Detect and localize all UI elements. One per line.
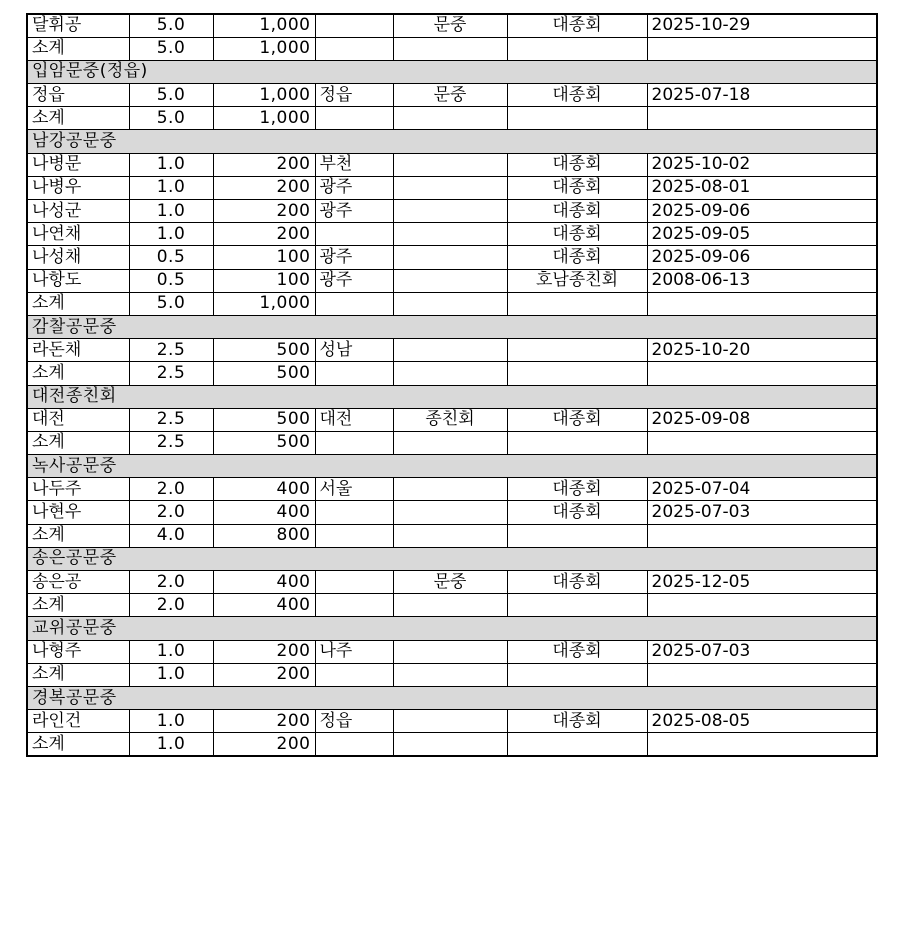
share-cell: 1.0 — [129, 663, 213, 686]
subtotal-row — [27, 663, 877, 686]
name-cell: 정읍 — [27, 84, 129, 107]
type-cell — [393, 710, 507, 733]
share-cell: 2.0 — [129, 478, 213, 501]
date-cell — [647, 524, 877, 547]
table-row — [27, 223, 877, 246]
name-cell: 나성채 — [27, 246, 129, 269]
amount-cell: 200 — [213, 640, 315, 663]
type-cell — [393, 269, 507, 292]
date-cell: 2025-12-05 — [647, 571, 877, 594]
amount-cell: 500 — [213, 431, 315, 454]
org-cell — [507, 362, 647, 385]
date-cell: 2025-08-01 — [647, 176, 877, 199]
org-cell: 대종회 — [507, 200, 647, 223]
date-cell: 2025-07-04 — [647, 478, 877, 501]
name-cell: 나연채 — [27, 223, 129, 246]
date-cell: 2025-07-03 — [647, 501, 877, 524]
org-cell: 대종회 — [507, 176, 647, 199]
type-cell — [393, 200, 507, 223]
name-cell: 소계 — [27, 107, 129, 130]
share-cell: 5.0 — [129, 84, 213, 107]
date-cell: 2025-10-20 — [647, 339, 877, 362]
table-row — [27, 339, 877, 362]
region-cell: 광주 — [315, 200, 393, 223]
share-cell: 2.5 — [129, 339, 213, 362]
share-cell: 1.0 — [129, 176, 213, 199]
region-cell — [315, 524, 393, 547]
region-cell: 부천 — [315, 153, 393, 176]
org-cell — [507, 339, 647, 362]
share-cell: 2.0 — [129, 571, 213, 594]
name-cell: 소계 — [27, 431, 129, 454]
type-cell — [393, 339, 507, 362]
name-cell: 소계 — [27, 362, 129, 385]
share-cell: 2.5 — [129, 408, 213, 431]
table-row — [27, 710, 877, 733]
region-cell: 성남 — [315, 339, 393, 362]
amount-cell: 1,000 — [213, 14, 315, 37]
type-cell — [393, 663, 507, 686]
date-cell — [647, 292, 877, 315]
share-cell: 2.0 — [129, 594, 213, 617]
name-cell: 나현우 — [27, 501, 129, 524]
share-cell: 5.0 — [129, 37, 213, 60]
type-cell: 문중 — [393, 14, 507, 37]
date-cell: 2025-09-08 — [647, 408, 877, 431]
region-cell — [315, 14, 393, 37]
amount-cell: 800 — [213, 524, 315, 547]
group-header-row — [27, 686, 877, 709]
group-title: 송은공문중 — [27, 547, 877, 570]
region-cell: 정읍 — [315, 84, 393, 107]
amount-cell: 400 — [213, 594, 315, 617]
share-cell: 1.0 — [129, 640, 213, 663]
amount-cell: 200 — [213, 663, 315, 686]
table-row — [27, 200, 877, 223]
region-cell — [315, 663, 393, 686]
share-cell: 1.0 — [129, 153, 213, 176]
amount-cell: 500 — [213, 408, 315, 431]
type-cell — [393, 524, 507, 547]
region-cell — [315, 37, 393, 60]
region-cell: 서울 — [315, 478, 393, 501]
org-cell: 대종회 — [507, 710, 647, 733]
subtotal-row — [27, 524, 877, 547]
date-cell: 2025-09-06 — [647, 246, 877, 269]
name-cell: 나형주 — [27, 640, 129, 663]
name-cell: 송은공 — [27, 571, 129, 594]
date-cell: 2025-10-02 — [647, 153, 877, 176]
table-row — [27, 571, 877, 594]
org-cell: 대종회 — [507, 153, 647, 176]
type-cell — [393, 733, 507, 756]
name-cell: 소계 — [27, 37, 129, 60]
group-header-row — [27, 385, 877, 408]
amount-cell: 200 — [213, 733, 315, 756]
table-row — [27, 176, 877, 199]
share-cell: 4.0 — [129, 524, 213, 547]
name-cell: 소계 — [27, 524, 129, 547]
group-header-row — [27, 130, 877, 153]
type-cell — [393, 37, 507, 60]
type-cell — [393, 176, 507, 199]
region-cell — [315, 431, 393, 454]
date-cell — [647, 733, 877, 756]
share-cell: 1.0 — [129, 710, 213, 733]
org-cell: 대종회 — [507, 501, 647, 524]
region-cell: 정읍 — [315, 710, 393, 733]
date-cell — [647, 362, 877, 385]
amount-cell: 400 — [213, 501, 315, 524]
region-cell — [315, 594, 393, 617]
type-cell — [393, 431, 507, 454]
date-cell: 2025-09-06 — [647, 200, 877, 223]
region-cell: 광주 — [315, 246, 393, 269]
table-row — [27, 501, 877, 524]
share-cell: 1.0 — [129, 223, 213, 246]
region-cell: 대전 — [315, 408, 393, 431]
date-cell — [647, 594, 877, 617]
name-cell: 라돈채 — [27, 339, 129, 362]
type-cell — [393, 478, 507, 501]
group-title: 녹사공문중 — [27, 455, 877, 478]
org-cell — [507, 107, 647, 130]
org-cell: 대종회 — [507, 223, 647, 246]
group-header-row — [27, 455, 877, 478]
org-cell: 대종회 — [507, 640, 647, 663]
amount-cell: 1,000 — [213, 37, 315, 60]
subtotal-row — [27, 733, 877, 756]
region-cell — [315, 501, 393, 524]
share-cell: 2.5 — [129, 431, 213, 454]
region-cell: 광주 — [315, 269, 393, 292]
name-cell: 소계 — [27, 733, 129, 756]
org-cell: 대종회 — [507, 246, 647, 269]
date-cell: 2025-07-03 — [647, 640, 877, 663]
date-cell — [647, 431, 877, 454]
region-cell: 나주 — [315, 640, 393, 663]
org-cell — [507, 292, 647, 315]
table-row — [27, 640, 877, 663]
region-cell — [315, 107, 393, 130]
name-cell: 달휘공 — [27, 14, 129, 37]
org-cell — [507, 663, 647, 686]
group-header-row — [27, 617, 877, 640]
share-cell: 0.5 — [129, 246, 213, 269]
amount-cell: 1,000 — [213, 292, 315, 315]
amount-cell: 400 — [213, 478, 315, 501]
org-cell — [507, 594, 647, 617]
table-row — [27, 408, 877, 431]
org-cell: 대종회 — [507, 571, 647, 594]
table-body — [27, 14, 877, 756]
amount-cell: 500 — [213, 339, 315, 362]
amount-cell: 200 — [213, 153, 315, 176]
name-cell: 소계 — [27, 292, 129, 315]
name-cell: 나병문 — [27, 153, 129, 176]
name-cell: 대전 — [27, 408, 129, 431]
type-cell — [393, 223, 507, 246]
amount-cell: 200 — [213, 710, 315, 733]
region-cell — [315, 571, 393, 594]
org-cell: 대종회 — [507, 478, 647, 501]
date-cell: 2025-10-29 — [647, 14, 877, 37]
table-row — [27, 269, 877, 292]
type-cell: 문중 — [393, 571, 507, 594]
table-row — [27, 84, 877, 107]
table-row — [27, 153, 877, 176]
org-cell — [507, 37, 647, 60]
share-cell: 5.0 — [129, 14, 213, 37]
subtotal-row — [27, 594, 877, 617]
group-title: 교위공문중 — [27, 617, 877, 640]
type-cell — [393, 594, 507, 617]
group-header-row — [27, 547, 877, 570]
group-title: 대전종친회 — [27, 385, 877, 408]
subtotal-row — [27, 107, 877, 130]
group-header-row — [27, 315, 877, 338]
group-title: 입암문중(정읍) — [27, 60, 877, 83]
org-cell — [507, 524, 647, 547]
type-cell — [393, 640, 507, 663]
region-cell — [315, 362, 393, 385]
group-title: 감찰공문중 — [27, 315, 877, 338]
date-cell: 2025-09-05 — [647, 223, 877, 246]
date-cell: 2025-07-18 — [647, 84, 877, 107]
type-cell — [393, 362, 507, 385]
share-cell: 0.5 — [129, 269, 213, 292]
amount-cell: 400 — [213, 571, 315, 594]
region-cell — [315, 733, 393, 756]
type-cell: 종친회 — [393, 408, 507, 431]
amount-cell: 1,000 — [213, 84, 315, 107]
date-cell — [647, 37, 877, 60]
amount-cell: 200 — [213, 176, 315, 199]
date-cell: 2008-06-13 — [647, 269, 877, 292]
org-cell: 대종회 — [507, 84, 647, 107]
region-cell — [315, 223, 393, 246]
amount-cell: 1,000 — [213, 107, 315, 130]
contribution-table — [26, 13, 878, 757]
org-cell: 호남종친회 — [507, 269, 647, 292]
group-title: 경복공문중 — [27, 686, 877, 709]
org-cell: 대종회 — [507, 408, 647, 431]
date-cell: 2025-08-05 — [647, 710, 877, 733]
type-cell — [393, 153, 507, 176]
amount-cell: 500 — [213, 362, 315, 385]
type-cell — [393, 501, 507, 524]
share-cell: 5.0 — [129, 107, 213, 130]
table-row — [27, 478, 877, 501]
name-cell: 나성군 — [27, 200, 129, 223]
group-header-row — [27, 60, 877, 83]
share-cell: 2.5 — [129, 362, 213, 385]
name-cell: 나병우 — [27, 176, 129, 199]
org-cell — [507, 431, 647, 454]
amount-cell: 200 — [213, 223, 315, 246]
type-cell — [393, 107, 507, 130]
subtotal-row — [27, 292, 877, 315]
org-cell — [507, 733, 647, 756]
region-cell: 광주 — [315, 176, 393, 199]
share-cell: 5.0 — [129, 292, 213, 315]
type-cell: 문중 — [393, 84, 507, 107]
name-cell: 나두주 — [27, 478, 129, 501]
org-cell: 대종회 — [507, 14, 647, 37]
amount-cell: 200 — [213, 200, 315, 223]
date-cell — [647, 663, 877, 686]
subtotal-row — [27, 37, 877, 60]
amount-cell: 100 — [213, 269, 315, 292]
name-cell: 나항도 — [27, 269, 129, 292]
type-cell — [393, 292, 507, 315]
group-title: 남강공문중 — [27, 130, 877, 153]
share-cell: 1.0 — [129, 200, 213, 223]
subtotal-row — [27, 431, 877, 454]
amount-cell: 100 — [213, 246, 315, 269]
share-cell: 2.0 — [129, 501, 213, 524]
name-cell: 소계 — [27, 594, 129, 617]
name-cell: 소계 — [27, 663, 129, 686]
type-cell — [393, 246, 507, 269]
subtotal-row — [27, 362, 877, 385]
name-cell: 라인건 — [27, 710, 129, 733]
table-row — [27, 246, 877, 269]
date-cell — [647, 107, 877, 130]
region-cell — [315, 292, 393, 315]
share-cell: 1.0 — [129, 733, 213, 756]
table-row — [27, 14, 877, 37]
